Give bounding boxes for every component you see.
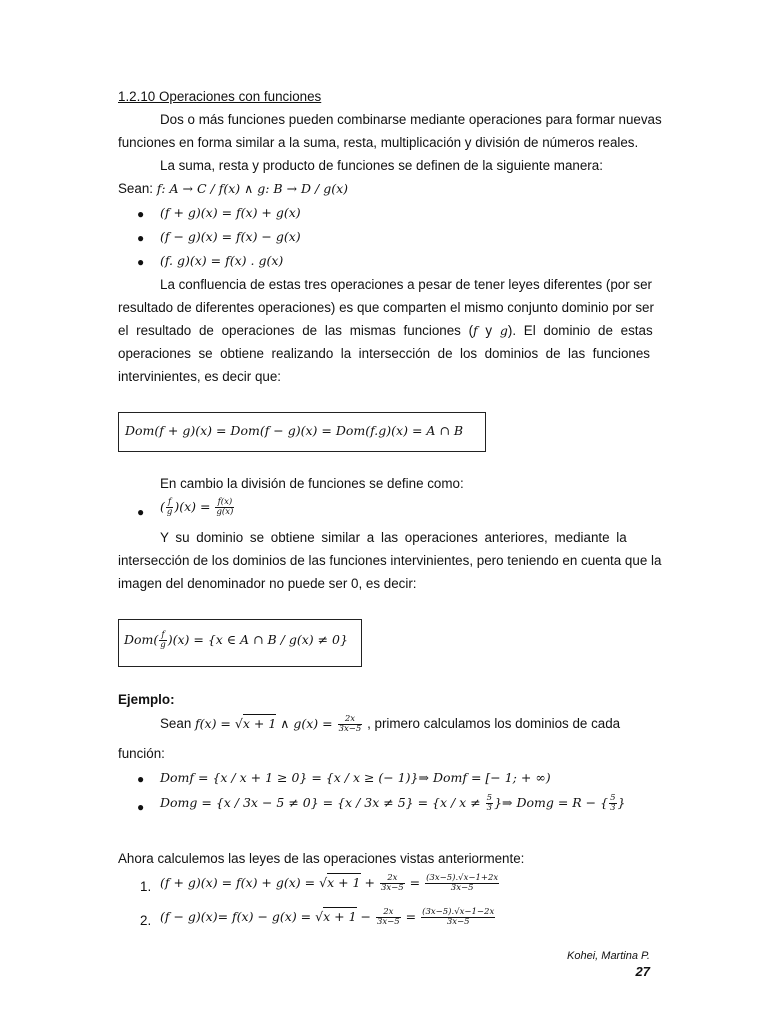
domg-line <box>160 794 625 813</box>
paragraph2-line-5: intervinientes, es decir que: <box>118 369 282 384</box>
domain-rest: )(x) = {x ∈ A ∩ B / g(x) ≠ 0} <box>167 632 348 647</box>
example-funcion: función: <box>118 746 165 761</box>
domg-a: Domg = {x / 3x − 5 ≠ 0} = {x / 3x ≠ 5} = {x / x ≠ <box>160 795 485 810</box>
example-title: Ejemplo: <box>118 692 175 707</box>
law-2-a: (f − g)(x)= f(x) − g(x) = <box>160 909 316 924</box>
paragraph2-line-3-a: el resultado de operaciones de las mismas funciones ( <box>118 323 474 338</box>
paragraph2-line-3-b: ). El dominio de estas <box>507 323 653 338</box>
operation-product: (f. g)(x) = f(x) . g(x) <box>160 253 284 268</box>
example-text-after: , primero calculamos los dominios de cada <box>367 716 621 732</box>
domain-formula-box <box>118 412 486 452</box>
sqrt-body: x + 1 <box>327 875 361 890</box>
sqrt-expression: √x + 1 <box>319 875 361 890</box>
sqrt-expression: √x + 1 <box>315 909 357 924</box>
intro-line-2: funciones en forma similar a la suma, resta, multiplicación y división de números reales. <box>118 135 639 150</box>
footer-author: Kohei, Martina P. <box>567 950 650 962</box>
dom-open: Dom( <box>124 632 159 647</box>
bullet: ● <box>137 800 145 814</box>
denominator: 3 <box>486 803 493 813</box>
numerator: 5 <box>486 793 493 803</box>
fraction-fx-over-gx <box>215 498 234 517</box>
page-number: 27 <box>635 964 650 979</box>
denominator: 3 <box>610 803 616 813</box>
paragraph3-line-2: intersección de los dominios de las funciones intervinientes, pero teniendo en cuenta que la <box>118 553 662 568</box>
division-domain-formula <box>124 631 348 650</box>
numerator: f <box>166 498 173 508</box>
paragraph3-line-3: imagen del denominador no puede ser 0, es decir: <box>118 576 417 591</box>
domain-formula: Dom(f + g)(x) = Dom(f − g)(x) = Dom(f.g)(x) = A ∩ B <box>125 423 464 438</box>
fraction-result <box>421 908 495 927</box>
symbol-f: f <box>473 323 478 338</box>
sean-word: Sean <box>160 716 192 732</box>
equals-sign: = <box>401 909 421 924</box>
f-definition: f(x) = <box>195 716 235 732</box>
equals-sign: = <box>405 875 425 890</box>
denominator: g(x) <box>216 507 234 517</box>
bullet: ● <box>137 255 145 269</box>
division-formula <box>160 498 235 517</box>
plus-sign: + <box>360 875 379 890</box>
paragraph2-line-4: operaciones se obtiene realizando la intersección de los dominios de las funciones <box>118 346 650 361</box>
domg-c: } <box>617 795 626 810</box>
denominator: 3x−5 <box>376 917 400 927</box>
denominator: g <box>166 507 173 517</box>
fraction-result <box>425 874 499 893</box>
numerator: f(x) <box>215 498 234 508</box>
denominator: 3x−5 <box>446 917 470 927</box>
example-functions-line <box>160 715 620 734</box>
fraction-2x-over-3x-5 <box>380 874 405 893</box>
paragraph2-line-2: resultado de diferentes operaciones) es que comparten el mismo conjunto dominio por ser <box>118 300 654 315</box>
fraction-2x-over-3x-5 <box>376 908 401 927</box>
after-fraction: )(x) = <box>174 499 211 514</box>
paragraph2-line-1: La confluencia de estas tres operaciones a pesar de tener leyes diferentes (por ser <box>160 277 653 292</box>
symbol-g: g <box>499 323 508 338</box>
sean-label: Sean: <box>118 181 153 196</box>
fraction-2x-over-3x-5 <box>338 715 363 734</box>
fraction-f-over-g <box>159 631 166 650</box>
minus-sign: − <box>356 909 375 924</box>
numerator: (3x−5).√x−1−2x <box>422 907 495 917</box>
denominator: 3x−5 <box>338 724 362 734</box>
fraction-5-over-3 <box>486 794 493 813</box>
operation-difference: (f − g)(x) = f(x) − g(x) <box>160 229 301 244</box>
law-1-number: 1. <box>140 879 152 894</box>
laws-intro: Ahora calculemos las leyes de las operaciones vistas anteriormente: <box>118 851 525 866</box>
sqrt-body: x + 1 <box>242 716 277 732</box>
bullet: ● <box>137 231 145 245</box>
denominator: g <box>160 640 166 650</box>
numerator: (3x−5).√x−1+2x <box>426 873 499 883</box>
denominator: 3x−5 <box>450 883 474 893</box>
numerator: 2x <box>376 908 401 918</box>
fraction-f-over-g <box>166 498 173 517</box>
intro-line-1: Dos o más funciones pueden combinarse mediante operaciones para formar nuevas <box>160 112 662 127</box>
division-intro: En cambio la división de funciones se define como: <box>160 476 464 491</box>
law-1-a: (f + g)(x) = f(x) + g(x) = <box>160 875 320 890</box>
sean-line <box>118 181 348 196</box>
paragraph3-line-1: Y su dominio se obtiene similar a las operaciones anteriores, mediante la <box>160 530 627 545</box>
g-definition: ∧ g(x) = <box>276 716 337 732</box>
domg-b: }⇒ Domg = R − { <box>494 795 609 810</box>
numerator: 5 <box>610 793 616 803</box>
sqrt-expression: √x + 1 <box>234 716 277 732</box>
law-1-formula <box>160 874 500 893</box>
numerator: f <box>159 631 166 641</box>
law-2-number: 2. <box>140 913 152 928</box>
numerator: 2x <box>338 715 363 725</box>
sean-formula: f: A → C / f(x) ∧ g: B → D / g(x) <box>156 181 349 196</box>
bullet: ● <box>137 505 145 519</box>
intro-line-3: La suma, resta y producto de funciones se definen de la siguiente manera: <box>160 158 603 173</box>
law-2-formula <box>160 908 496 927</box>
fraction-5-over-3 <box>609 794 616 813</box>
sqrt-body: x + 1 <box>323 909 357 924</box>
division-domain-box <box>118 619 362 667</box>
open-paren: ( <box>160 499 165 514</box>
bullet: ● <box>137 772 145 786</box>
numerator: 2x <box>380 874 405 884</box>
paragraph2-line-3 <box>118 323 653 338</box>
section-title: 1.2.10 Operaciones con funciones <box>118 89 322 104</box>
bullet: ● <box>137 207 145 221</box>
operation-sum: (f + g)(x) = f(x) + g(x) <box>160 205 301 220</box>
denominator: 3x−5 <box>380 883 404 893</box>
word-y: y <box>485 323 493 338</box>
domf-line: Domf = {x / x + 1 ≥ 0} = {x / x ≥ (− 1)}⇒ Domf = [− 1; + ∞) <box>160 770 551 785</box>
